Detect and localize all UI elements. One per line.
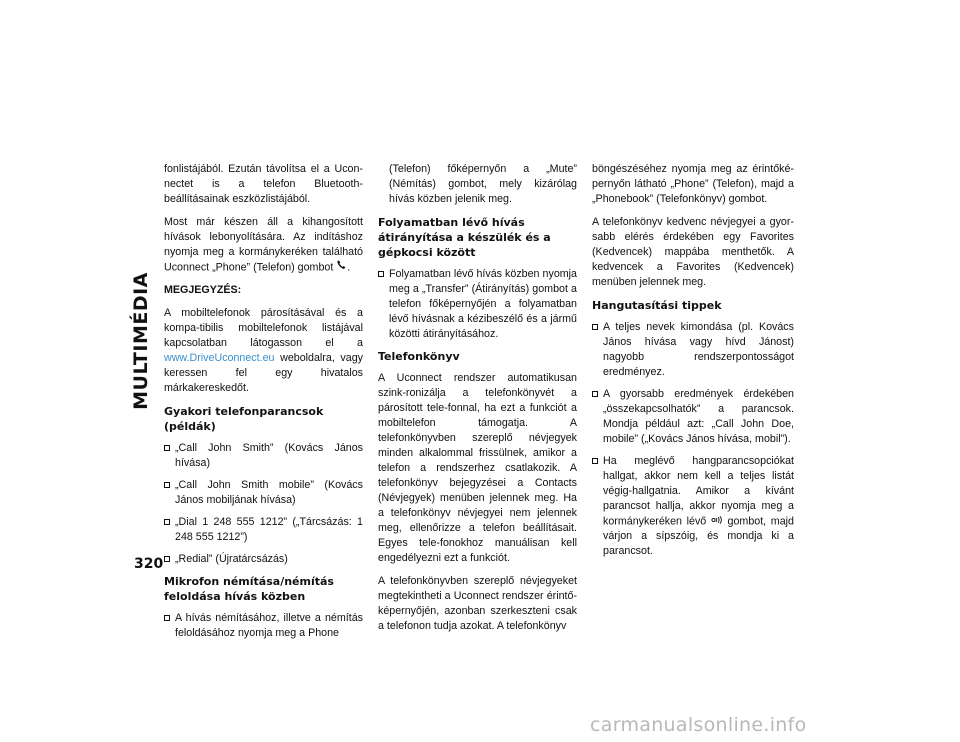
- square-bullet-icon: [592, 391, 598, 397]
- transfer-list: [378, 267, 577, 342]
- list-item: [592, 387, 794, 447]
- heading-phonebook: Telefonkönyv: [378, 350, 460, 363]
- paragraph: fonlistájából. Ezután távolítsa el a Ucon-nectet is a telefon Bluetooth-beállításainak eszközlistájából.: [164, 163, 363, 205]
- list-item: [164, 611, 363, 641]
- square-bullet-icon: [592, 458, 598, 464]
- paragraph: A telefonkönyvben szereplő névjegyeket megtekintheti a Uconnect rendszer érintő-képernyőjén, azonban szerkeszteni csak a telefonon tudja azokat. A telefonkönyv: [378, 575, 577, 632]
- note-text: weboldalra, vagy keressen fel egy hivatalos márkakereskedőt.: [164, 352, 363, 395]
- note-text: A mobiltelefonok párosításával és a kompa-tibilis mobiltelefonok listájával kapcsolatban látogasson el a: [164, 307, 363, 350]
- list-item-text: „Call John Smith mobile” (Kovács János mobiljának hívása): [175, 479, 363, 507]
- paragraph: Most már készen áll a kihangosított hívások lebonyolítására. Az indításhoz nyomja meg a kormánykeréken található Uconnect „Phone” (Telefon) gombot .: [164, 216, 363, 274]
- section-tab-label: MULTIMÉDIA: [130, 272, 152, 410]
- note-title: MEGJEGYZÉS:: [164, 284, 242, 297]
- square-bullet-icon: [164, 445, 170, 451]
- list-item-text: A teljes nevek kimondása (pl. Kovács János hívása vagy hívd Jánost) nagyobb rendszerpontosságot eredményez.: [603, 321, 794, 378]
- list-item: [164, 441, 363, 471]
- list-item-text: A gyorsabb eredmények érdekében „összekapcsolhatók” a parancsok. Mondja például azt: „Call John Doe, mobile” („Kovács János hívása, mobil”).: [603, 388, 794, 445]
- square-bullet-icon: [592, 324, 598, 330]
- square-bullet-icon: [164, 482, 170, 488]
- list-item: [164, 552, 363, 567]
- column-2: [378, 162, 577, 642]
- list-item: [164, 478, 363, 508]
- paragraph-text: Most már készen áll a kihangosított hívások lebonyolítására. Az indításhoz nyomja meg a kormánykeréken található Uconnect „Phone” (Telefon) gombot: [164, 216, 363, 274]
- note-body: [164, 306, 363, 396]
- heading-tips: Hangutasítási tippek: [592, 299, 722, 312]
- column-1: [164, 162, 363, 648]
- list-item-text: A hívás némításához, illetve a némítás feloldásához nyomja meg a Phone: [175, 612, 363, 640]
- heading-transfer: Folyamatban lévő hívás átirányítása a készülék és a gépkocsi között: [378, 216, 551, 259]
- list-item: [164, 515, 363, 545]
- list-item-text: „Call John Smith” (Kovács János hívása): [175, 442, 363, 470]
- watermark: carmanualsonline.info: [590, 714, 807, 736]
- paragraph: A telefonkönyv kedvenc névjegyei a gyor-sabb elérés érdekében egy Favorites (Kedvencek) mappába menthetők. A kedvencek a Favorites (Kedvencek) menüben jelennek meg.: [592, 216, 794, 288]
- column-3: [592, 162, 794, 566]
- page-number: 320: [134, 556, 164, 572]
- square-bullet-icon: [164, 556, 170, 562]
- tips-list: [592, 320, 794, 559]
- voice-command-icon: [711, 514, 723, 529]
- driveuconnect-link[interactable]: www.DriveUconnect.eu: [164, 352, 275, 365]
- examples-list: [164, 441, 363, 567]
- list-item: [378, 267, 577, 342]
- list-item-text: „Redial” (Újratárcsázás): [175, 553, 288, 566]
- section-tab: [126, 152, 156, 530]
- list-item-text: gombot, majd várjon a sípszóig, és mondja ki a parancsot.: [603, 515, 794, 558]
- square-bullet-icon: [378, 271, 384, 277]
- list-item-text: Ha meglévő hangparancsopciókat hallgat, akkor nem kell a teljes listát végig-hallgatnia. Amikor a kívánt parancsot hallja, akkor nyomja meg a kormánykeréken lévő: [603, 455, 794, 528]
- heading-examples: Gyakori telefonparancsok (példák): [164, 405, 324, 434]
- list-item-text: „Dial 1 248 555 1212” („Tárcsázás: 1 248 555 1212”): [175, 516, 363, 544]
- square-bullet-icon: [164, 615, 170, 621]
- list-item: [592, 454, 794, 559]
- list-item: [592, 320, 794, 380]
- square-bullet-icon: [164, 519, 170, 525]
- list-item-text: Folyamatban lévő hívás közben nyomja meg a „Transfer” (Átirányítás) gombot a telefon főképernyőjén a folyamatban lévő hívásnak a kézibeszélő és a jármű közötti átirányításához.: [389, 268, 577, 340]
- phone-icon: [336, 260, 347, 275]
- paragraph: (Telefon) főképernyőn a „Mute” (Némítás) gombot, mely kizárólag hívás közben jelenik meg.: [389, 163, 577, 205]
- mute-list: [164, 611, 363, 641]
- paragraph: A Uconnect rendszer automatikusan szink-ronizálja a telefonkönyvét a párosított tele-fonnal, ha ezt a funkciót a mobiltelefon támogatja. A telefonkönyvben szereplő névjegyek minden alkalommal frissülnek, amikor a telefon a rendszerhez csatlakozik. A telefonkönyv bejegyzései a Contacts (Névjegyek) menüben jelennek meg. Ha a telefonkönyv névjegyei nem jelennek meg, ellenőrizze a telefon beállításait. Egyes tele-fonokhoz manuálisan kell engedélyezni ezt a funkciót.: [378, 372, 577, 564]
- heading-mute: Mikrofon némítása/némítás feloldása hívás közben: [164, 575, 334, 604]
- paragraph: böngészéséhez nyomja meg az érintőké-pernyőn látható „Phone” (Telefon), majd a „Phonebook” (Telefonkönyv) gombot.: [592, 163, 794, 205]
